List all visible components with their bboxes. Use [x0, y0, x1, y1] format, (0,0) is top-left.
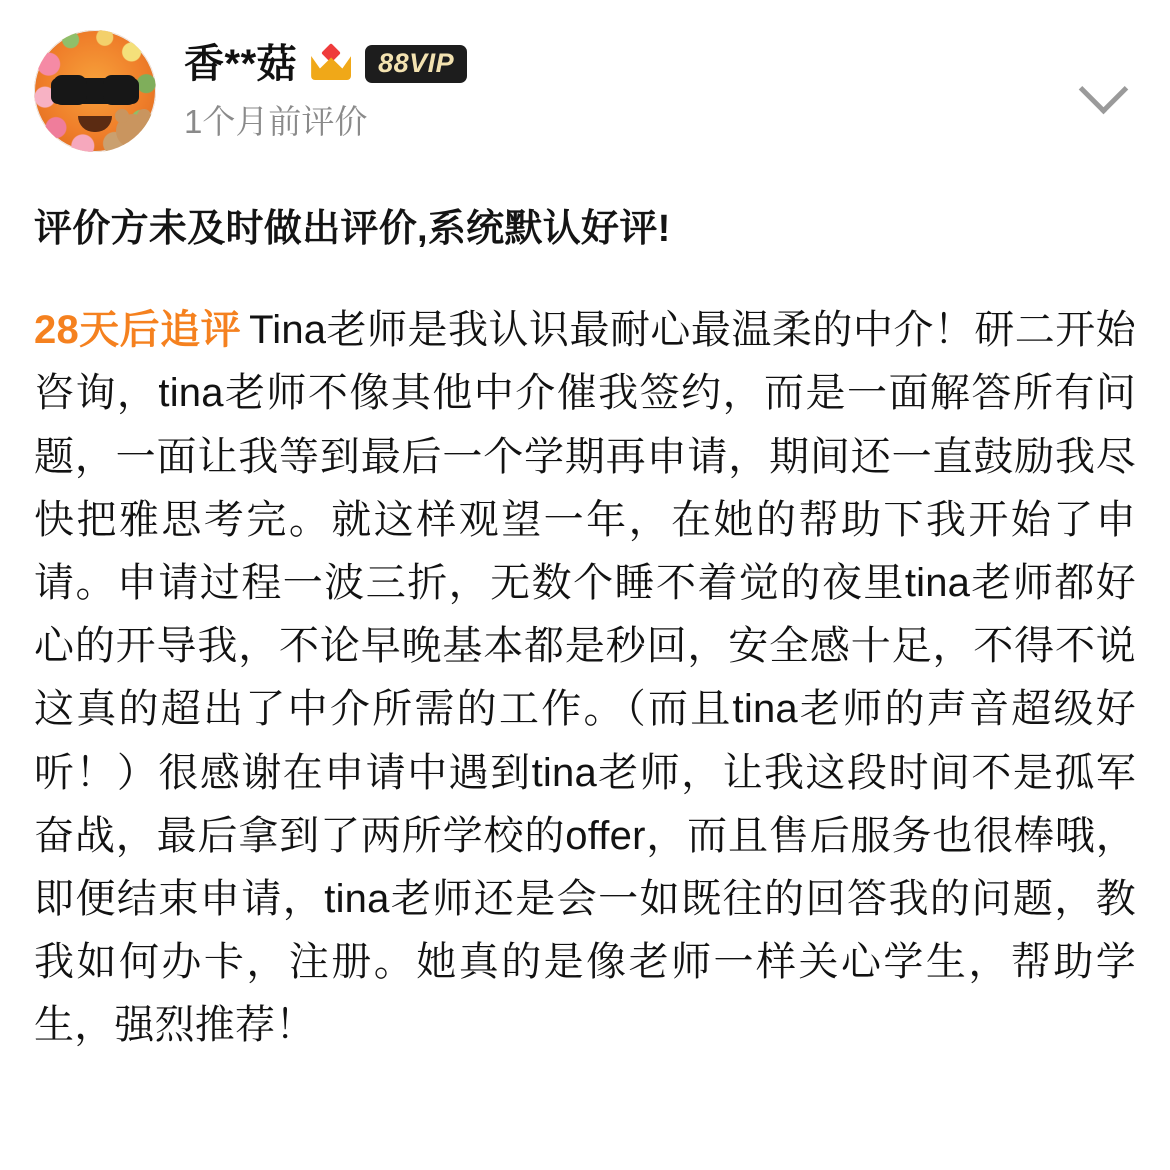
username: 香**菇	[184, 42, 298, 86]
user-info	[184, 30, 1136, 140]
avatar[interactable]	[34, 30, 156, 152]
appended-review-text: Tina老师是我认识最耐心最温柔的中介！研二开始咨询，tina老师不像其他中介催我签约，而是一面解答所有问题，一面让我等到最后一个学期再申请，期间还一直鼓励我尽快把雅思考完。就这样观望一年，在她的帮助下我开始了申请。申请过程一波三折，无数个睡不着觉的夜里tina老师都好心的开导我，不论早晚基本都是秒回，安全感十足，不得不说这真的超出了中介所需的工作。（而且tina老师的声音超级好听！）很感谢在申请中遇到tina老师，让我这段时间不是孤军奋战，最后拿到了两所学校的offer，而且售后服务也很棒哦，即便结束申请，tina老师还是会一如既往的回答我的问题，教我如何办卡，注册。她真的是像老师一样关心学生，帮助学生，强烈推荐！	[34, 308, 1136, 1048]
initial-review-text: 评价方未及时做出评价,系统默认好评!	[34, 208, 671, 250]
append-review-label: 28天后追评	[34, 308, 242, 353]
username-row	[184, 38, 1136, 90]
sunglasses-icon	[51, 78, 139, 104]
review-header	[34, 30, 1136, 162]
review-timestamp: 1个月前评价	[184, 103, 368, 140]
chevron-down-icon[interactable]	[1076, 60, 1130, 114]
teddy-bear-icon	[116, 114, 150, 148]
appended-review-block	[34, 299, 1136, 1057]
crown-icon	[311, 46, 351, 82]
vip-badge: 88VIP	[365, 45, 467, 83]
